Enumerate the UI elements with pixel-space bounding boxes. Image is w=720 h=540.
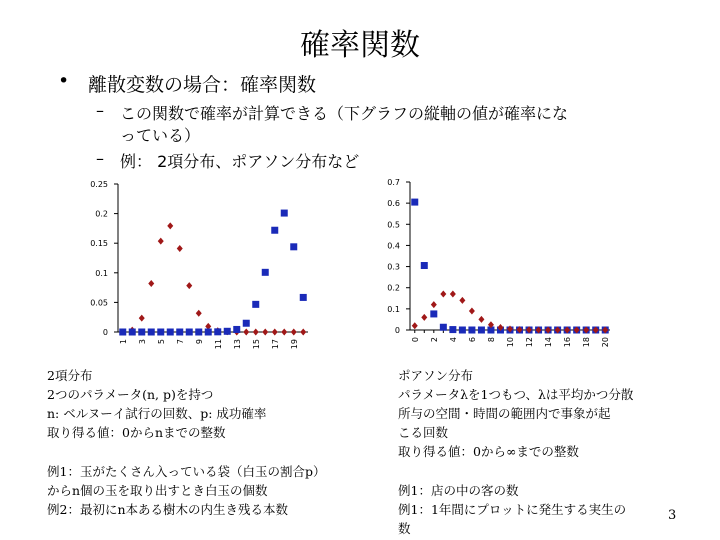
poisson-example-line: 数 (398, 521, 411, 536)
y-tick-label: 0.7 (387, 178, 400, 187)
x-tick-label: 10 (506, 337, 515, 348)
x-tick-label: 18 (582, 337, 592, 348)
main-bullet-text: 離散変数の場合：確率関数 (88, 74, 317, 96)
x-tick-label: 14 (544, 337, 554, 348)
data-point-square (157, 329, 164, 336)
data-point-diamond (412, 322, 418, 329)
poisson-heading: ポアソン分布 (398, 368, 474, 383)
x-tick-label: 19 (289, 339, 299, 350)
data-point-diamond (459, 297, 465, 304)
poisson-line: パラメータλを1つもつ、λは平均かつ分散 (398, 387, 634, 402)
data-point-square (478, 327, 485, 334)
poisson-chart (378, 174, 628, 354)
poisson-examples (398, 481, 626, 538)
binomial-description (47, 366, 266, 442)
slide-title: 確率関数 (300, 28, 420, 63)
data-point-diamond (478, 316, 484, 323)
y-tick-label: 0.1 (387, 304, 400, 314)
data-point-diamond (243, 329, 249, 336)
y-tick-label: 0.4 (387, 241, 400, 251)
y-tick-label: 0.6 (387, 199, 400, 209)
data-point-square (430, 310, 437, 317)
poisson-example-line: 例1：店の中の客の数 (398, 483, 519, 498)
data-point-square (148, 329, 155, 336)
y-tick-label: 0.2 (95, 209, 108, 219)
page-number: 3 (668, 508, 677, 523)
data-point-diamond (450, 291, 456, 298)
data-point-diamond (262, 329, 268, 336)
data-point-diamond (167, 222, 173, 229)
data-point-diamond (139, 315, 145, 322)
data-point-square (459, 327, 466, 334)
y-tick-label: 0.1 (95, 268, 108, 278)
sub-bullet-2-line1: 例： 2項分布、ポアソン分布など (120, 152, 360, 171)
x-tick-label: 8 (486, 337, 496, 343)
data-point-square (243, 320, 250, 327)
data-point-square (138, 329, 145, 336)
data-point-square (252, 301, 259, 308)
data-point-diamond (148, 280, 154, 287)
data-point-square (176, 329, 183, 336)
dash-icon: – (96, 149, 104, 168)
dash-icon: – (96, 101, 104, 120)
x-tick-label: 20 (601, 337, 611, 348)
binomial-line: 2つのパラメータ(n, p)を持つ (47, 387, 214, 402)
data-point-square (119, 329, 126, 336)
x-tick-label: 3 (137, 339, 147, 345)
data-point-square (440, 324, 447, 331)
x-tick-label: 1 (118, 339, 128, 345)
data-point-square (411, 199, 418, 206)
poisson-example-line: 例1：1年間にプロットに発生する実生の (398, 502, 627, 517)
poisson-description (398, 366, 633, 461)
x-tick-label: 4 (448, 337, 458, 343)
x-tick-label: 9 (194, 339, 204, 345)
y-tick-label: 0.05 (90, 298, 108, 308)
binomial-chart (70, 174, 320, 354)
data-point-diamond (253, 329, 259, 336)
y-tick-label: 0 (394, 326, 400, 335)
y-tick-label: 0.25 (90, 180, 108, 189)
x-tick-label: 7 (175, 339, 185, 345)
sub-bullet-1-line1: この関数で確率が計算できる（下グラフの縦軸の値が確率にな (120, 104, 569, 123)
x-tick-label: 5 (156, 339, 166, 345)
binomial-example-line: からn個の玉を取り出すとき白玉の個数 (47, 483, 268, 498)
data-point-diamond (300, 329, 306, 336)
y-tick-label: 0.3 (387, 262, 400, 272)
x-tick-label: 17 (270, 339, 280, 350)
data-point-diamond (186, 282, 192, 289)
bullet-dot-icon: • (58, 70, 70, 92)
binomial-heading: 2項分布 (47, 368, 93, 383)
data-point-square (421, 262, 428, 269)
sub-bullet-1-continuation: っている） (120, 126, 201, 145)
data-point-square (290, 243, 297, 250)
poisson-line: こる回数 (398, 425, 449, 440)
y-tick-label: 0 (102, 328, 108, 337)
data-point-square (195, 329, 202, 336)
data-point-diamond (177, 245, 183, 252)
poisson-line: 所与の空間・時間の範囲内で事象が起 (398, 406, 611, 421)
data-point-diamond (196, 310, 202, 317)
data-point-diamond (272, 329, 278, 336)
x-tick-label: 2 (429, 337, 439, 343)
data-point-square (271, 227, 278, 234)
x-tick-label: 6 (467, 337, 477, 343)
x-tick-label: 11 (213, 339, 223, 350)
x-tick-label: 13 (232, 339, 242, 350)
data-point-diamond (440, 291, 446, 298)
data-point-square (449, 326, 456, 333)
data-point-square (129, 329, 136, 336)
binomial-examples (47, 462, 325, 519)
data-point-square (224, 328, 231, 335)
data-point-square (167, 329, 174, 336)
poisson-line: 取り得る値：0から∞までの整数 (398, 444, 579, 459)
data-point-diamond (281, 329, 287, 336)
binomial-example-line: 例1：玉がたくさん入っている袋（白玉の割合p） (47, 464, 326, 479)
x-tick-label: 15 (251, 339, 261, 350)
binomial-line: 取り得る値：0からnまでの整数 (47, 425, 226, 440)
y-tick-label: 0.15 (90, 239, 108, 249)
data-point-square (205, 329, 212, 336)
y-tick-label: 0.5 (387, 220, 400, 230)
data-point-square (186, 329, 193, 336)
x-tick-label: 12 (525, 337, 535, 348)
x-tick-label: 16 (563, 337, 573, 348)
binomial-line: n: ベルヌーイ試行の回数、p: 成功確率 (47, 406, 267, 421)
data-point-square (300, 294, 307, 301)
data-point-square (468, 327, 475, 334)
data-point-diamond (291, 329, 297, 336)
data-point-square (214, 328, 221, 335)
data-point-square (262, 269, 269, 276)
y-tick-label: 0.2 (387, 283, 400, 293)
data-point-diamond (431, 301, 437, 308)
binomial-example-line: 例2：最初にn本ある樹木の内生き残る本数 (47, 502, 289, 517)
data-point-diamond (469, 307, 475, 314)
data-point-square (281, 210, 288, 217)
data-point-square (233, 326, 240, 333)
x-tick-label: 0 (410, 337, 420, 343)
data-point-diamond (158, 238, 164, 245)
data-point-diamond (421, 314, 427, 321)
